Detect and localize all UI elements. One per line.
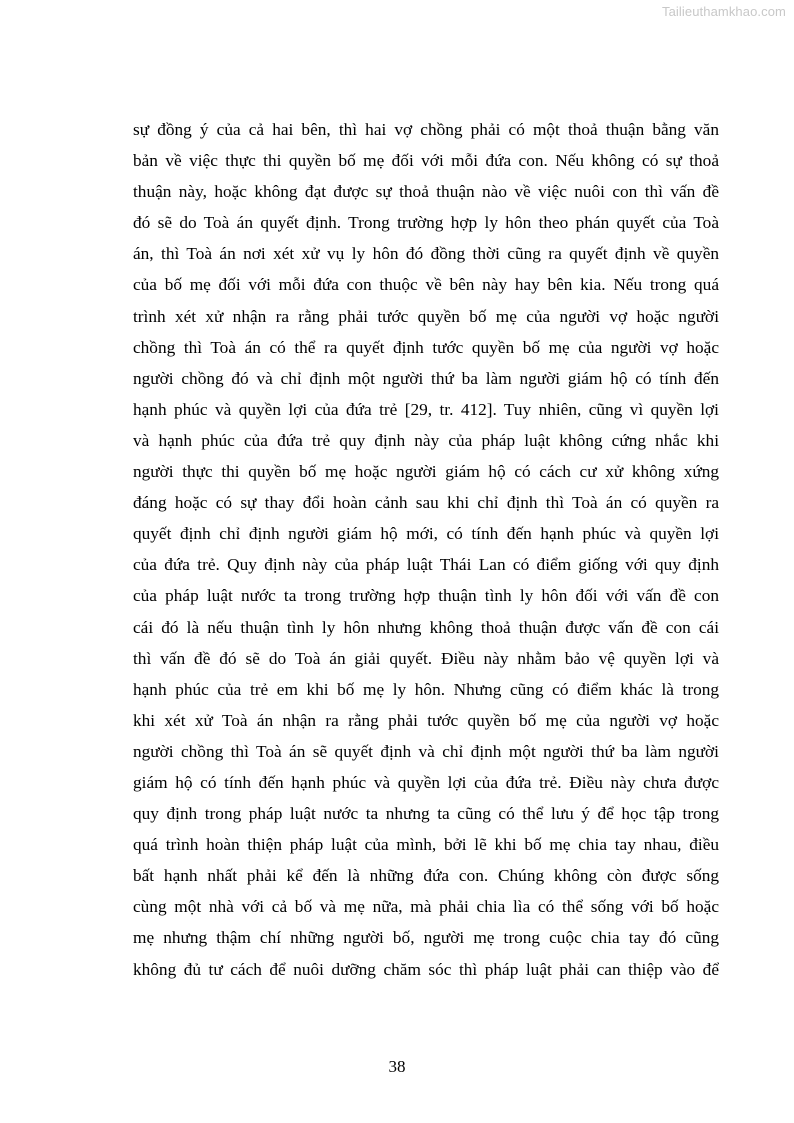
text-line: bản về việc thực thi quyền bố mẹ đối với mỗi đứa con. Nếu không có sự thoả — [133, 151, 719, 171]
text-line: đáng hoặc có sự thay đổi hoàn cảnh sau khi chỉ định thì Toà án có quyền ra — [133, 493, 719, 513]
text-line: sự đồng ý của cả hai bên, thì hai vợ chồng phải có một thoả thuận bằng văn — [133, 120, 719, 139]
text-line: thì vấn đề đó sẽ do Toà án giải quyết. Điều này nhằm bảo vệ quyền lợi và — [133, 648, 719, 668]
text-line: bất hạnh nhất phải kể đến là những đứa con. Chúng không còn được sống — [133, 866, 719, 886]
watermark: Tailieuthamkhao.com — [661, 4, 786, 19]
text-line: người chồng thì Toà án sẽ quyết định và chỉ định một người thứ ba làm người — [133, 741, 719, 761]
text-line: quy định trong pháp luật nước ta nhưng ta cũng có thể lưu ý để học tập trong — [133, 804, 719, 824]
text-line: giám hộ có tính đến hạnh phúc và quyền lợi của đứa trẻ. Điều này chưa được — [133, 772, 719, 792]
text-line: đó sẽ do Toà án quyết định. Trong trường hợp ly hôn theo phán quyết của Toà — [133, 213, 719, 233]
text-line: hạnh phúc của trẻ em khi bố mẹ ly hôn. Nhưng cũng có điểm khác là trong — [133, 679, 719, 699]
text-line: quyết định chỉ định người giám hộ mới, có tính đến hạnh phúc và quyền lợi — [133, 524, 719, 544]
text-line: mẹ nhưng thậm chí những người bố, người mẹ trong cuộc chia tay đó cũng — [133, 928, 719, 948]
text-line: trình xét xử nhận ra rằng phải tước quyền bố mẹ của người vợ hoặc người — [133, 306, 719, 326]
text-line: chồng thì Toà án có thể ra quyết định tước quyền bố mẹ của người vợ hoặc — [133, 337, 719, 357]
text-line: thuận này, hoặc không đạt được sự thoả thuận nào về việc nuôi con thì vấn đề — [133, 182, 719, 202]
text-line: cái đó là nếu thuận tình ly hôn nhưng không thoả thuận được vấn đề con cái — [133, 617, 719, 637]
text-line: hạnh phúc và quyền lợi của đứa trẻ [29, tr. 412]. Tuy nhiên, cũng vì quyền lợi — [133, 399, 719, 419]
text-line: án, thì Toà án nơi xét xử vụ ly hôn đó đồng thời cũng ra quyết định về quyền — [133, 244, 719, 264]
text-line: cùng một nhà với cả bố và mẹ nữa, mà phải chia lìa có thể sống với bố hoặc — [133, 897, 719, 917]
page-number: 38 — [388, 1057, 406, 1076]
text-line: người chồng đó và chỉ định một người thứ ba làm người giám hộ có tính đến — [133, 368, 719, 388]
text-line: không đủ tư cách để nuôi dưỡng chăm sóc thì pháp luật phải can thiệp vào để — [133, 959, 719, 979]
body-paragraph — [133, 114, 719, 985]
text-line: của pháp luật nước ta trong trường hợp thuận tình ly hôn đối với vấn đề con — [133, 586, 719, 606]
text-line: quá trình hoàn thiện pháp luật của mình, bởi lẽ khi bố mẹ chia tay nhau, điều — [133, 835, 719, 855]
text-line: của đứa trẻ. Quy định này của pháp luật Thái Lan có điểm giống với quy định — [133, 555, 719, 575]
text-line: khi xét xử Toà án nhận ra rằng phải tước quyền bố mẹ của người vợ hoặc — [133, 710, 719, 730]
text-line: và hạnh phúc của đứa trẻ quy định này của pháp luật không cứng nhắc khi — [133, 430, 719, 450]
text-line: người thực thi quyền bố mẹ hoặc người giám hộ có cách cư xử không xứng — [133, 462, 719, 482]
text-line: của bố mẹ đối với mỗi đứa con thuộc về bên này hay bên kia. Nếu trong quá — [133, 275, 719, 295]
